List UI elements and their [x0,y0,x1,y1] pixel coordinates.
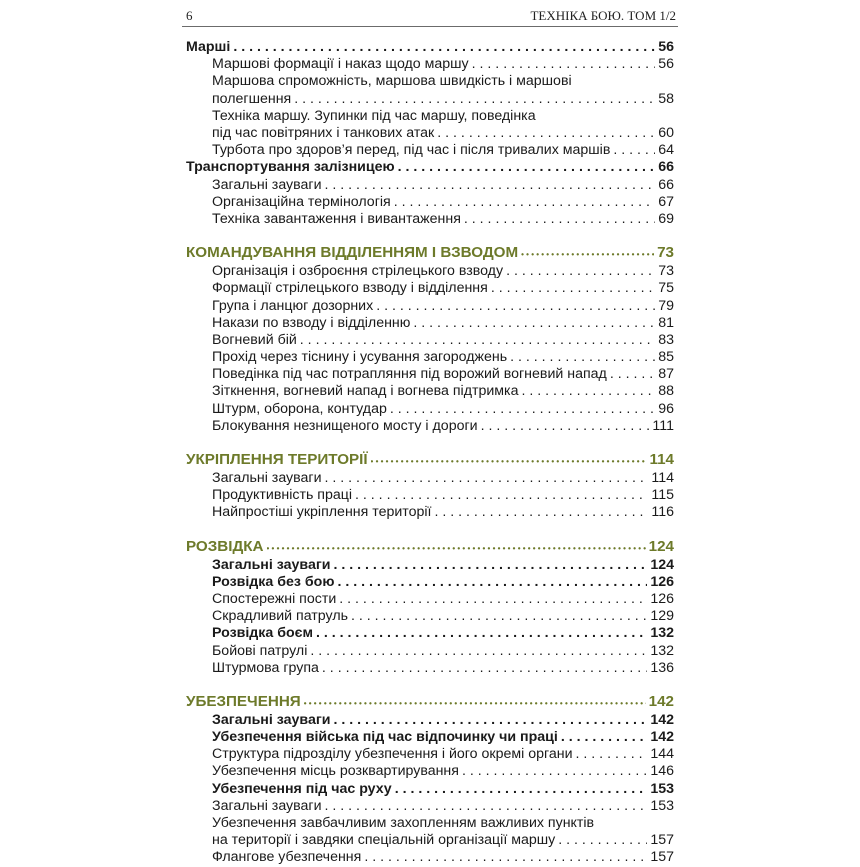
page-ref: 56 [658,56,674,73]
toc-section [186,574,674,591]
dot-leader [325,798,648,815]
dot-leader [613,142,655,159]
page-ref: 146 [650,763,674,780]
page-ref: 66 [658,176,674,193]
dot-leader [333,557,647,574]
toc-entry [186,383,674,400]
page-ref: 111 [652,417,674,434]
dot-leader [325,177,656,194]
dot-leader [364,849,647,866]
toc-title: Штурм, оборона, контудар [212,400,387,417]
toc-title: УБЕЗПЕЧЕННЯ [186,692,301,710]
page-ref: 115 [651,487,674,504]
toc-title: Бойові патрулі [212,642,308,659]
toc-entry [186,142,674,159]
page-ref: 114 [651,470,674,486]
toc-title-line: Убезпечення завбачливим захопленням важливих пунктів [212,815,595,831]
page-ref: 58 [658,90,674,107]
section-spacer [186,677,674,691]
toc-title: полегшення [212,90,292,107]
toc-entry [186,608,674,625]
toc-entry [186,298,674,315]
dot-leader [376,298,655,315]
dot-leader [300,332,655,349]
dot-leader [437,125,655,142]
dot-leader [413,315,655,332]
page-ref: 88 [658,383,674,400]
page-ref: 69 [658,210,674,227]
toc-entry [186,332,674,349]
page-ref: 142 [648,692,674,710]
toc-title: РОЗВІДКА [186,537,264,555]
page-ref: 64 [658,142,674,159]
page-number: 6 [186,8,193,23]
toc-entry [186,418,674,435]
dot-leader [233,39,655,56]
dot-leader [322,660,647,677]
page-ref: 75 [658,280,674,297]
toc-title: під час повітряних і танкових атак [212,124,435,141]
page-ref: 126 [650,590,674,607]
dot-leader [576,746,648,763]
toc-entry [186,108,674,142]
page-ref: 136 [650,659,674,676]
dot-leader [521,383,655,400]
dot-leader [521,242,654,265]
section-spacer [186,435,674,449]
page-ref: 116 [651,504,674,521]
page-ref: 124 [648,537,674,555]
toc-entry [186,591,674,608]
toc-chapter [186,242,674,263]
toc-title: Формації стрілецького взводу і відділення [212,280,488,297]
page-ref: 60 [658,124,674,141]
toc-title: Техніка завантаження і вивантаження [212,210,461,227]
toc-section [186,729,674,746]
page-ref: 67 [658,193,674,210]
toc-entry [186,177,674,194]
page-ref: 83 [658,331,674,348]
dot-leader [462,763,647,780]
dot-leader [561,729,648,746]
dot-leader [464,211,655,228]
toc-entry [186,401,674,418]
toc-entry [186,280,674,297]
toc-title: Загальні зауваги [212,711,331,728]
dot-leader [337,574,647,591]
dot-leader [390,401,655,418]
toc-title: Транспортування залізницею [186,159,395,176]
dot-leader [610,366,655,383]
toc-section [186,39,674,56]
page-ref: 144 [650,746,674,763]
toc-entry [186,643,674,660]
page-ref: 157 [650,849,674,866]
toc-title: Блокування незнищеного мосту і дороги [212,417,478,434]
toc-title: Продуктивність праці [212,487,353,504]
toc-entry [186,263,674,280]
dot-leader [267,536,646,559]
page-ref: 142 [650,711,674,728]
toc-title: УКРІПЛЕННЯ ТЕРИТОРІЇ [186,451,368,468]
page-ref: 96 [658,400,674,417]
toc-section [186,712,674,729]
dot-leader [398,159,656,176]
toc-title: Найпростіші укріплення території [212,504,432,521]
toc-entry [186,349,674,366]
toc-entry [186,849,674,866]
dot-leader [310,643,647,660]
dot-leader [481,418,650,435]
toc-title: на території і завдяки спеціальній організації маршу [212,832,556,849]
dot-leader [316,625,647,642]
toc-title: Накази по взводу і відділенню [212,314,411,331]
page-ref: 126 [650,573,674,590]
toc-title: Марші [186,39,231,55]
toc-entry [186,470,674,487]
dot-leader [355,487,648,504]
page-ref: 153 [650,780,674,797]
toc-title: Розвідка без бою [212,573,335,590]
page-ref: 114 [649,451,674,468]
page-ref: 157 [650,832,674,849]
page-ref: 129 [650,608,674,625]
toc-title: Організаційна термінологія [212,193,391,210]
toc-title: Поведінка під час потрапляння під ворожий вогневий напад [212,366,607,383]
toc-title: Загальні зауваги [212,176,322,193]
dot-leader [506,263,655,280]
dot-leader [294,91,655,108]
toc-title: Турбота про здоров’я перед, під час і після тривалих маршів [212,142,611,159]
dot-leader [510,349,655,366]
toc-entry [186,487,674,504]
toc-title: Флангове убезпечення [212,849,362,866]
toc-title-line: Маршова спроможність, маршова швидкість і маршові [212,73,572,90]
toc-title: Структура підрозділу убезпечення і його окремі органи [212,746,573,763]
page-ref: 132 [650,642,674,659]
section-spacer [186,228,674,242]
toc-title: Розвідка боєм [212,625,314,642]
toc-entry [186,798,674,815]
toc-entry [186,660,674,677]
dot-leader [351,608,647,625]
toc-title: Убезпечення під час руху [212,780,392,797]
page-ref: 81 [658,314,674,331]
dot-leader [304,691,646,714]
toc-entry [186,366,674,383]
toc-title: Прохід через тіснину і усування загороджень [212,349,508,366]
toc-entry [186,73,674,107]
toc-title: Убезпечення місць розквартирування [212,763,459,780]
toc-title: Загальні зауваги [212,556,331,573]
page-ref: 73 [658,263,674,280]
toc-title: Загальні зауваги [212,797,322,814]
toc-entry [186,504,674,521]
running-title: ТЕХНІКА БОЮ. ТОМ 1/2 [530,8,676,23]
page-ref: 153 [650,797,674,814]
dot-leader [435,504,649,521]
toc-chapter [186,449,674,470]
dot-leader [371,449,647,472]
toc-title: Організація і озброєння стрілецького взводу [212,263,504,280]
dot-leader [333,712,647,729]
toc-chapter [186,536,674,557]
page-ref: 73 [657,244,674,262]
page-ref: 87 [658,366,674,383]
header-rule [182,26,678,27]
dot-leader [472,56,656,73]
toc-entry [186,763,674,780]
toc-section [186,557,674,574]
toc-section [186,159,674,176]
page-ref: 56 [658,39,674,55]
dot-leader [325,470,649,487]
toc-title: Вогневий бій [212,331,297,348]
toc-entry [186,315,674,332]
page-ref: 66 [658,159,674,176]
toc-title: Скрадливий патруль [212,608,348,625]
toc-title: Штурмова група [212,659,319,676]
page-ref: 142 [650,729,674,746]
dot-leader [558,832,647,849]
dot-leader [339,591,647,608]
toc-title: Маршові формації і наказ щодо маршу [212,56,469,73]
toc-title: КОМАНДУВАННЯ ВІДДІЛЕННЯМ І ВЗВОДОМ [186,244,519,262]
dot-leader [395,781,648,798]
toc-title: Зіткнення, вогневий напад і вогнева підтримка [212,383,519,400]
toc-entry [186,194,674,211]
toc-title: Загальні зауваги [212,470,322,486]
section-spacer [186,522,674,536]
toc-entry [186,746,674,763]
toc-title-line: Техніка маршу. Зупинки під час маршу, поведінка [212,107,536,124]
toc-chapter [186,691,674,712]
dot-leader [491,280,655,297]
toc-entry [186,815,674,849]
page-header [186,2,676,24]
dot-leader [394,194,656,211]
toc-title: Група і ланцюг дозорних [212,297,374,314]
page-ref: 132 [650,625,674,642]
toc-entry [186,56,674,73]
page-ref: 124 [650,556,674,573]
toc-section [186,781,674,798]
toc-title: Спостережні пости [212,590,337,607]
toc-section [186,625,674,642]
toc-entry [186,211,674,228]
page-ref: 85 [658,349,674,366]
table-of-contents [186,39,674,867]
page-ref: 79 [658,297,674,314]
toc-title: Убезпечення війська під час відпочинку чи праці [212,729,558,746]
